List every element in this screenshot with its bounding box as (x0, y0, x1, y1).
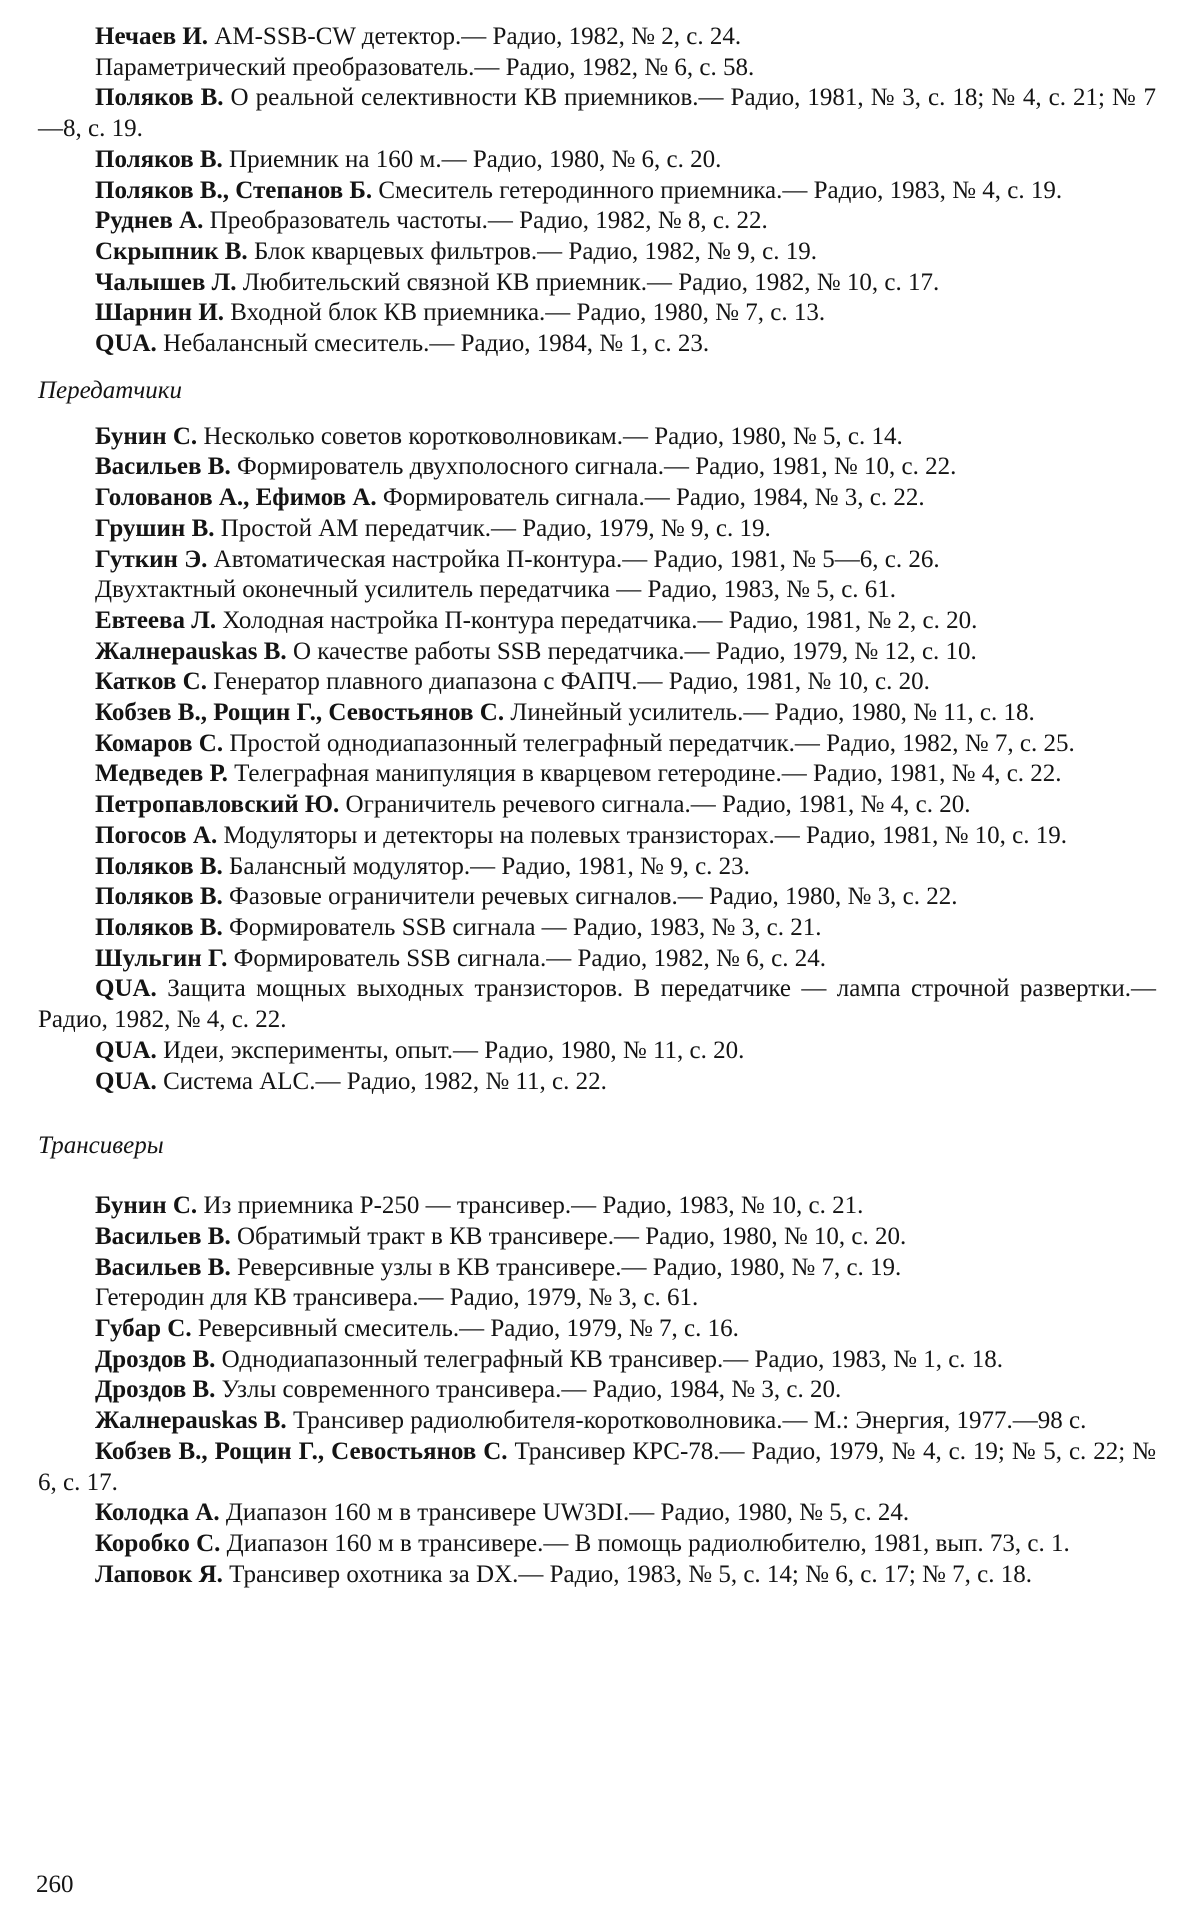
bibliography-entry (38, 452, 1156, 483)
entry-text: О реальной селективности КВ приемников.— Радио, 1981, № 3, с. 18; № 4, с. 21; № 7—8, с. 19. (38, 84, 1156, 143)
entry-text: Ограничитель речевого сигнала.— Радио, 1981, № 4, с. 20. (345, 791, 971, 819)
entry-author: Губар С. (95, 1315, 192, 1343)
entry-author: Жалнерauskas В. (95, 1407, 287, 1435)
bibliography-entry (38, 852, 1156, 883)
entry-text: Приемник на 160 м.— Радио, 1980, № 6, с. 20. (229, 145, 722, 173)
entry-author: Васильев В. (95, 1253, 231, 1281)
entry-author: Комаров С. (95, 729, 224, 757)
bibliography-entry (38, 882, 1156, 913)
bibliography-page (38, 22, 1156, 1590)
entry-text: Система ALC.— Радио, 1982, № 11, с. 22. (163, 1067, 607, 1095)
bibliography-entry (38, 268, 1156, 299)
entry-text: Обратимый тракт в КВ трансивере.— Радио, 1980, № 10, с. 20. (236, 1222, 907, 1250)
entry-author: Жалнерauskas В. (95, 637, 287, 665)
entry-author: Кобзев В., Рощин Г., Севостьянов С. (95, 699, 505, 727)
entry-text: Балансный модулятор.— Радио, 1981, № 9, с. 23. (229, 852, 750, 880)
bibliography-entry (38, 1191, 1156, 1222)
bibliography-entry (38, 145, 1156, 176)
entry-author: Медведев Р. (95, 760, 228, 788)
entry-text: Холодная настройка П-контура передатчика.— Радио, 1981, № 2, с. 20. (222, 606, 978, 634)
bibliography-entry (38, 1253, 1156, 1284)
bibliography-entry (38, 53, 1156, 84)
bibliography-entry (38, 729, 1156, 760)
entry-text: Входной блок КВ приемника.— Радио, 1980, № 7, с. 13. (230, 299, 826, 327)
entry-text: Несколько советов коротковолновикам.— Радио, 1980, № 5, с. 14. (203, 422, 903, 450)
entry-text: AM-SSB-CW детектор.— Радио, 1982, № 2, с. 24. (214, 23, 742, 50)
entry-text: Реверсивные узлы в КВ трансивере.— Радио, 1980, № 7, с. 19. (236, 1253, 902, 1281)
entry-author: QUA. (95, 975, 157, 1003)
bibliography-entry (38, 575, 1156, 606)
entry-text: Идеи, эксперименты, опыт.— Радио, 1980, № 11, с. 20. (163, 1036, 745, 1064)
bibliography-entry (38, 237, 1156, 268)
bibliography-entry (38, 667, 1156, 698)
entry-text: О качестве работы SSB передатчика.— Радио, 1979, № 12, с. 10. (292, 637, 977, 665)
entry-text: Формирователь SSB сигнала — Радио, 1983, № 3, с. 21. (229, 913, 822, 941)
entry-author: Руднев А. (95, 207, 204, 235)
bibliography-entry (38, 1345, 1156, 1376)
bibliography-entry (38, 1283, 1156, 1314)
entry-author: Грушин В. (95, 514, 215, 542)
bibliography-entry (38, 329, 1156, 360)
entry-author: Поляков В. (95, 913, 223, 941)
entry-author: Нечаев И. (95, 23, 209, 50)
entry-author: Дроздов В. (95, 1345, 216, 1373)
bibliography-entry (38, 514, 1156, 545)
entry-author: Евтеева Л. (95, 606, 217, 634)
entry-text: Двухтактный оконечный усилитель передатчика — Радио, 1983, № 5, с. 61. (95, 576, 897, 604)
section-heading: Трансиверы (38, 1132, 164, 1160)
bibliography-entry (38, 821, 1156, 852)
entry-author: Васильев В. (95, 1222, 231, 1250)
entry-text: Диапазон 160 м в трансивере.— В помощь радиолюбителю, 1981, вып. 73, с. 1. (226, 1529, 1070, 1557)
entry-text: Формирователь двухполосного сигнала.— Радио, 1981, № 10, с. 22. (236, 453, 957, 481)
bibliography-entry (38, 1560, 1156, 1591)
bibliography-entry (38, 1498, 1156, 1529)
bibliography-entry (38, 298, 1156, 329)
entry-author: Поляков В. (95, 852, 223, 880)
bibliography-entry (38, 759, 1156, 790)
bibliography-entry (38, 637, 1156, 668)
entry-author: Поляков В. (95, 145, 223, 173)
entry-author: Бунин С. (95, 1192, 198, 1220)
entry-author: Гуткин Э. (95, 545, 208, 573)
entry-text: Автоматическая настройка П-контура.— Радио, 1981, № 5—6, с. 26. (213, 545, 940, 573)
entry-author: Чалышев Л. (95, 268, 237, 296)
entry-author: QUA. (95, 1036, 157, 1064)
entry-text: Модуляторы и детекторы на полевых транзисторах.— Радио, 1981, № 10, с. 19. (223, 821, 1068, 849)
entry-text: Смеситель гетеродинного приемника.— Радио, 1983, № 4, с. 19. (378, 176, 1063, 204)
entry-text: Гетеродин для КВ трансивера.— Радио, 1979, № 3, с. 61. (95, 1284, 699, 1312)
section-transmitters (38, 376, 1156, 1097)
bibliography-entry (38, 944, 1156, 975)
bibliography-entry (38, 974, 1156, 1035)
entry-author: Колодка А. (95, 1499, 220, 1527)
bibliography-entry (38, 606, 1156, 637)
entry-text: Фазовые ограничители речевых сигналов.— Радио, 1980, № 3, с. 22. (229, 883, 958, 911)
entry-text: Защита мощных выходных транзисторов. В передатчике — лампа строчной развертки.— Радио, 1982, № 4, с. 22. (38, 975, 1157, 1034)
entry-text: Простой АМ передатчик.— Радио, 1979, № 9, с. 19. (220, 514, 771, 542)
entry-text: Параметрический преобразователь.— Радио, 1982, № 6, с. 58. (95, 53, 755, 81)
entry-author: QUA. (95, 330, 157, 358)
entry-text: Трансивер радиолюбителя-коротковолновика.— М.: Энергия, 1977.—98 с. (292, 1407, 1087, 1435)
entry-text: Генератор плавного диапазона с ФАПЧ.— Радио, 1981, № 10, с. 20. (213, 668, 930, 696)
bibliography-entry (38, 1375, 1156, 1406)
entry-text: Линейный усилитель.— Радио, 1980, № 11, с. 18. (510, 699, 1035, 727)
entry-text: Преобразователь частоты.— Радио, 1982, № 8, с. 22. (209, 207, 768, 235)
entry-author: Дроздов В. (95, 1376, 216, 1404)
bibliography-entry (38, 483, 1156, 514)
section-receivers-continued (38, 22, 1156, 360)
entry-author: Катков С. (95, 668, 207, 696)
bibliography-entry (38, 83, 1156, 144)
entry-text: Формирователь сигнала.— Радио, 1984, № 3, с. 22. (382, 484, 925, 512)
entry-author: Петропавловский Ю. (95, 791, 340, 819)
bibliography-entry (38, 1406, 1156, 1437)
bibliography-entry (38, 1222, 1156, 1253)
bibliography-entry (38, 1036, 1156, 1067)
entry-text: Небалансный смеситель.— Радио, 1984, № 1, с. 23. (163, 330, 710, 358)
entry-text: Диапазон 160 м в трансивере UW3DI.— Радио, 1980, № 5, с. 24. (225, 1499, 910, 1527)
entry-author: Лаповок Я. (95, 1560, 223, 1588)
bibliography-entry (38, 422, 1156, 453)
bibliography-entry (38, 176, 1156, 207)
bibliography-entry (38, 1067, 1156, 1098)
section-heading: Передатчики (38, 376, 182, 404)
entry-author: Погосов А. (95, 821, 218, 849)
entry-author: QUA. (95, 1067, 157, 1095)
entry-author: Шарнин И. (95, 299, 225, 327)
entry-text: Однодиапазонный телеграфный КВ трансивер.— Радио, 1983, № 1, с. 18. (221, 1345, 1004, 1373)
bibliography-entry (38, 913, 1156, 944)
bibliography-entry (38, 698, 1156, 729)
entry-author: Скрыпник В. (95, 237, 248, 265)
entry-text: Трансивер охотника за DX.— Радио, 1983, № 5, с. 14; № 6, с. 17; № 7, с. 18. (229, 1560, 1032, 1588)
entry-text: Любительский связной КВ приемник.— Радио, 1982, № 10, с. 17. (242, 268, 940, 296)
entry-text: Формирователь SSB сигнала.— Радио, 1982, № 6, с. 24. (233, 944, 826, 972)
entry-text: Трансивер КРС-78.— Радио, 1979, № 4, с. 19; № 5, с. 22; № 6, с. 17. (38, 1437, 1156, 1496)
entry-author: Поляков В. (95, 84, 224, 112)
entry-author: Голованов А., Ефимов А. (95, 484, 377, 512)
entry-author: Шульгин Г. (95, 944, 228, 972)
bibliography-entry (38, 1314, 1156, 1345)
section-transceivers (38, 1131, 1156, 1590)
entry-text: Из приемника Р-250 — трансивер.— Радио, 1983, № 10, с. 21. (203, 1192, 864, 1220)
bibliography-entry (38, 206, 1156, 237)
bibliography-entry (38, 790, 1156, 821)
entry-text: Узлы современного трансивера.— Радио, 1984, № 3, с. 20. (221, 1376, 842, 1404)
entry-author: Поляков В. (95, 883, 223, 911)
entry-author: Васильев В. (95, 453, 231, 481)
page-number: 260 (36, 1871, 74, 1898)
entry-author: Поляков В., Степанов Б. (95, 176, 373, 204)
entry-author: Бунин С. (95, 422, 198, 450)
entry-text: Блок кварцевых фильтров.— Радио, 1982, № 9, с. 19. (253, 237, 817, 265)
entry-text: Реверсивный смеситель.— Радио, 1979, № 7, с. 16. (197, 1315, 739, 1343)
entry-text: Телеграфная манипуляция в кварцевом гетеродине.— Радио, 1981, № 4, с. 22. (234, 760, 1062, 788)
bibliography-entry (38, 22, 1156, 53)
bibliography-entry (38, 1529, 1156, 1560)
entry-author: Кобзев В., Рощин Г., Севостьянов С. (95, 1437, 508, 1465)
bibliography-entry (38, 1437, 1156, 1498)
bibliography-entry (38, 545, 1156, 576)
entry-text: Простой однодиапазонный телеграфный передатчик.— Радио, 1982, № 7, с. 25. (229, 729, 1075, 757)
entry-author: Коробко С. (95, 1529, 221, 1557)
